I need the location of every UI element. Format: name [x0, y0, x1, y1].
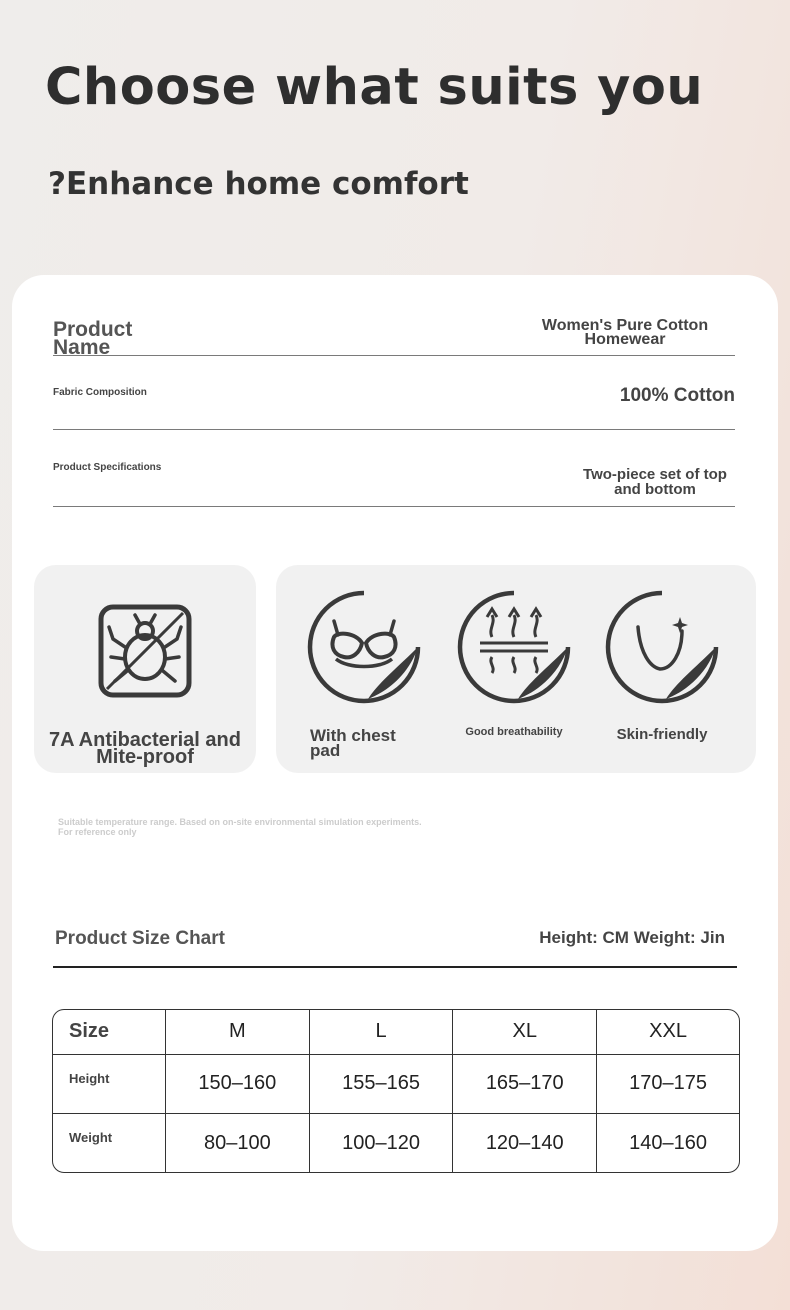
table-cell: M: [166, 1010, 310, 1055]
feature-label: 7A Antibacterial and Mite-proof: [49, 729, 241, 768]
info-label: Product Name: [53, 318, 133, 359]
info-row-specifications: [53, 451, 735, 507]
feature-skin-friendly: [600, 575, 724, 743]
table-cell: L: [310, 1010, 454, 1055]
info-value: 100% Cotton: [619, 385, 735, 406]
info-value: Two-piece set of top and bottom: [583, 466, 727, 498]
info-row-product-name: [53, 315, 735, 359]
breathability-icon: [454, 587, 574, 707]
table-cell: XXL: [597, 1010, 739, 1055]
info-row-fabric: [53, 375, 735, 430]
feature-chest-pad: [302, 575, 426, 758]
size-chart-header: [53, 928, 737, 968]
anti-mite-icon: [85, 591, 205, 711]
page-title: Choose what suits you: [45, 58, 704, 117]
table-cell: XL: [453, 1010, 597, 1055]
table-cell: 140–160: [629, 1131, 707, 1154]
table-cell: Height: [53, 1055, 166, 1115]
page-subtitle: ?Enhance home comfort: [48, 166, 469, 202]
table-row: [53, 1114, 739, 1172]
size-table: [52, 1009, 740, 1173]
table-cell: 170–175: [597, 1055, 739, 1115]
skin-friendly-icon: [602, 587, 722, 707]
table-cell: 120–140: [453, 1114, 597, 1172]
feature-label: Skin-friendly: [616, 726, 708, 743]
feature-label: Good breathability: [465, 726, 563, 738]
feature-label: With chest pad: [310, 726, 396, 760]
size-chart-units: Height: CM Weight: Jin: [539, 928, 725, 947]
feature-breathability: [452, 575, 576, 738]
table-cell: 165–170: [453, 1055, 597, 1115]
table-cell: 80–100: [166, 1114, 310, 1172]
temperature-note: Suitable temperature range. Based on on-site environmental simulation experiments. For reference only: [58, 817, 422, 837]
table-cell: Weight: [53, 1114, 166, 1172]
info-label: Fabric Composition: [53, 387, 147, 398]
table-cell: 100–120: [310, 1114, 454, 1172]
table-header-row: [53, 1010, 739, 1055]
table-cell: Size: [53, 1010, 166, 1055]
chest-pad-icon: [304, 587, 424, 707]
table-row: [53, 1055, 739, 1115]
info-value: Women's Pure Cotton Homewear: [541, 317, 709, 348]
table-cell: 155–165: [310, 1055, 454, 1115]
product-info-card: [12, 275, 778, 1251]
feature-antibacterial: [34, 575, 256, 766]
table-cell: 150–160: [166, 1055, 310, 1115]
info-label: Product Specifications: [53, 462, 162, 473]
size-chart-title: Product Size Chart: [55, 928, 225, 949]
